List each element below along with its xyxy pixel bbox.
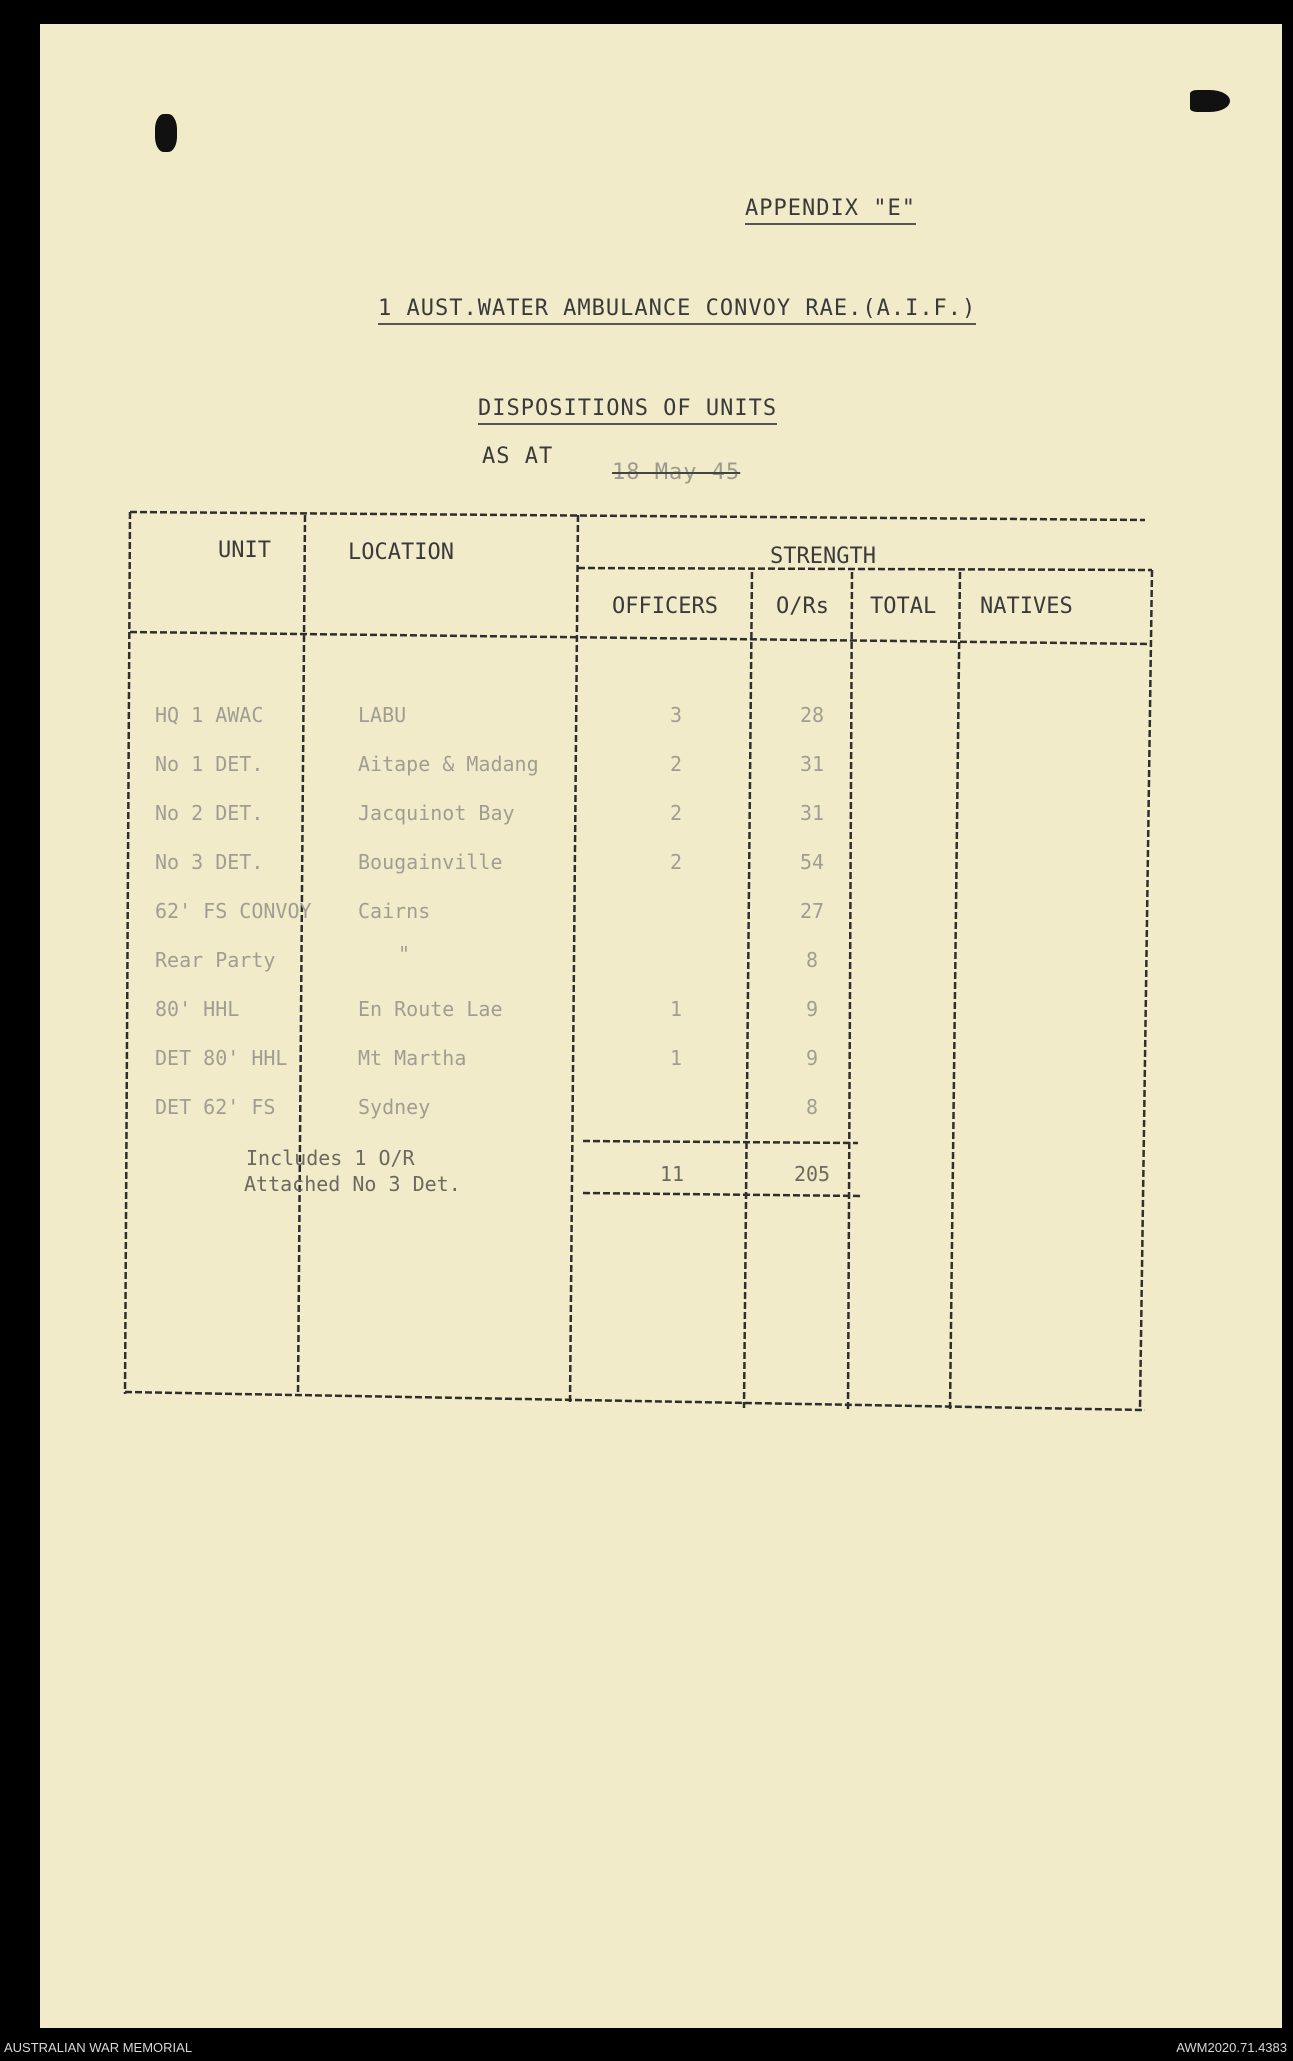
row-unit: DET 80' HHL — [155, 1046, 288, 1070]
row-location: Bougainville — [358, 850, 503, 874]
row-ors: 31 — [799, 752, 825, 776]
row-officers: 2 — [669, 801, 683, 825]
col-header-total: TOTAL — [870, 594, 937, 619]
row-officers: 1 — [669, 1046, 683, 1070]
row-unit: DET 62' FS — [155, 1095, 276, 1119]
row-location: LABU — [358, 703, 407, 727]
row-unit: No 1 DET. — [155, 752, 264, 776]
row-location: Jacquinot Bay — [358, 801, 515, 825]
row-officers: 1 — [669, 997, 683, 1021]
row-location: En Route Lae — [358, 997, 503, 1021]
footer-credit: AUSTRALIAN WAR MEMORIAL — [4, 2040, 193, 2055]
col-header-ors: O/Rs — [776, 594, 829, 619]
row-location: Sydney — [358, 1095, 431, 1119]
row-ors: 27 — [799, 899, 825, 923]
row-ors: 28 — [799, 703, 825, 727]
row-officers: 3 — [669, 703, 683, 727]
row-ors: 9 — [805, 1046, 819, 1070]
appendix-label: APPENDIX "E" — [745, 196, 916, 225]
punch-hole — [155, 114, 177, 152]
col-header-unit: UNIT — [218, 538, 271, 563]
row-location: Mt Martha — [358, 1046, 467, 1070]
footer-accession: AWM2020.71.4383 — [1176, 2040, 1287, 2055]
row-officers: 2 — [669, 850, 683, 874]
row-officers: 2 — [669, 752, 683, 776]
document-title: DISPOSITIONS OF UNITS — [478, 396, 777, 425]
row-unit: 62' FS CONVOY — [155, 899, 312, 923]
row-ors: 31 — [799, 801, 825, 825]
row-ors: 54 — [799, 850, 825, 874]
row-unit: No 2 DET. — [155, 801, 264, 825]
row-location: Aitape & Madang — [358, 752, 539, 776]
total-ors: 205 — [793, 1162, 831, 1186]
row-ors: 8 — [805, 1095, 819, 1119]
as-at-date: 18 May 45 — [612, 460, 741, 485]
total-officers: 11 — [659, 1162, 685, 1186]
col-header-location: LOCATION — [348, 540, 454, 565]
torn-corner — [1190, 90, 1230, 112]
col-header-natives: NATIVES — [980, 594, 1073, 619]
row-unit: HQ 1 AWAC — [155, 703, 264, 727]
row-location: " — [398, 942, 411, 966]
as-at-label: AS AT — [482, 444, 554, 469]
row-ors: 8 — [805, 948, 819, 972]
row-unit: 80' HHL — [155, 997, 240, 1021]
row-unit: Rear Party — [155, 948, 276, 972]
note-line-1: Includes 1 O/R — [246, 1146, 415, 1170]
col-header-strength: STRENGTH — [770, 544, 876, 569]
row-location: Cairns — [358, 899, 431, 923]
row-unit: No 3 DET. — [155, 850, 264, 874]
col-header-officers: OFFICERS — [612, 594, 718, 619]
note-line-2: Attached No 3 Det. — [244, 1172, 461, 1196]
unit-title: 1 AUST.WATER AMBULANCE CONVOY RAE.(A.I.F.) — [378, 296, 976, 325]
row-ors: 9 — [805, 997, 819, 1021]
